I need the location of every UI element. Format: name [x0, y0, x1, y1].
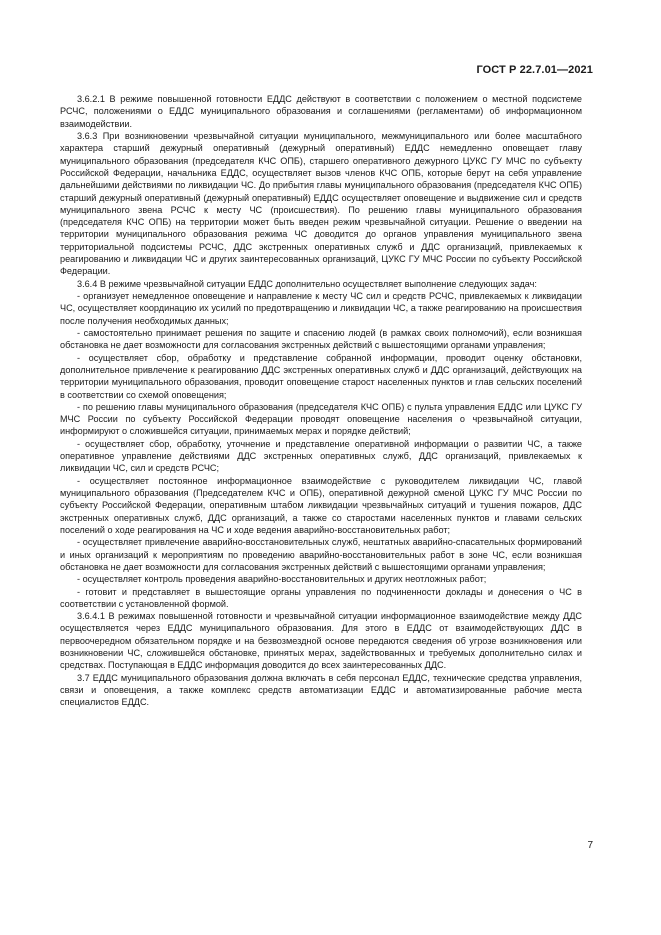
list-item: - осуществляет контроль проведения аварийно-восстановительных и других неотложных работ; — [77, 574, 487, 585]
list-item: - готовит и представляет в вышестоящие органы управления по подчиненности доклады и донесения о ЧС в соответствии с установленной формой. — [60, 586, 582, 609]
paragraph-3-6-3: 3.6.3 При возникновении чрезвычайной ситуации муниципального, межмуниципального или более масштабного характера старший дежурный оперативный (дежурный оперативный) ЕДДС немедленно оповещает главу муниципального образования (председателя КЧС ОПБ), старшего оперативного дежурного ЦУКС ГУ МЧС по субъекту Российской Федерации, начальника ЕДДС, осуществляет вызов членов КЧС ОПБ, которые берут на себя управление дальнейшими действиями по ликвидации ЧС. До прибытия главы муниципального образования (председателя КЧС ОПБ) старший дежурный оперативный (дежурный оперативный) ЕДДС осуществляет оповещение и выдвижение сил и средств муниципального звена РСЧС к месту ЧС (происшествия). По решению главы муниципального образования (председателя КЧС ОПБ) на территории может быть введен режим чрезвычайной ситуации. Решение о введении на территории муниципального образования режима ЧС доводится до органов управления муниципального звена территориальной подсистемы РСЧС, ДДС экстренных оперативных служб и ДДС организаций, привлекаемых к реагированию и ликвидации ЧС и других заинтересованных организаций, ЦУКС ГУ МЧС России по субъекту Российской Федерации. — [60, 130, 582, 277]
list-item: - по решению главы муниципального образования (председателя КЧС ОПБ) с пульта управления ЕДДС или ЦУКС ГУ МЧС России по субъекту Российской Федерации проводят оповещение населения о чрезвычайной ситуации, информируют о сложившейся ситуации, принимаемых мерах и порядке действий; — [60, 401, 582, 437]
paragraph-3-7: 3.7 ЕДДС муниципального образования должна включать в себя персонал ЕДДС, технические средства управления, связи и оповещения, а также комплекс средств автоматизации ЕДДС и автоматизированные рабочие места специалистов ЕДДС. — [60, 672, 582, 708]
paragraph-3-6-4-1: 3.6.4.1 В режимах повышенной готовности и чрезвычайной ситуации информационное взаимодействие между ДДС осуществляется через ЕДДС муниципального образования. Для этого в ЕДДС от взаимодействующих ДДС в первоочередном обязательном порядке и на безвозмездной основе передаются сведения об угрозе возникновения или возникновении ЧС, сложившейся обстановке, принятых мерах, задействованных и требуемых дополнительно силах и средствах. Поступающая в ЕДДС информация доводится до всех заинтересованных ДДС. — [60, 611, 582, 671]
paragraph-3-6-2-1: 3.6.2.1 В режиме повышенной готовности ЕДДС действуют в соответствии с положением о местной подсистеме РСЧС, положениями о ЕДДС муниципального образования и соглашениями (регламентами) об информационном взаимодействии. — [60, 94, 582, 129]
list-item: - самостоятельно принимает решения по защите и спасению людей (в рамках своих полномочий), если возникшая обстановка не дает возможности для согласования экстренных действий с вышестоящими органами управления; — [60, 327, 582, 351]
paragraph-3-6-4: 3.6.4 В режиме чрезвычайной ситуации ЕДДС дополнительно осуществляет выполнение следующих задач: — [77, 278, 537, 289]
list-item: - осуществляет привлечение аварийно-восстановительных служб, нештатных аварийно-спасательных формирований и иных организаций к мероприятиям по проведению аварийно-восстановительных работ в зоне ЧС, если возникшая обстановка не дает возможности для согласования экстренных действий с вышестоящими органами управления; — [60, 537, 582, 572]
document-body — [60, 93, 582, 709]
list-item: - организует немедленное оповещение и направление к месту ЧС сил и средств РСЧС, привлекаемых к ликвидации ЧС, осуществляет координацию их усилий по предотвращению и ликвидации ЧС, а также реагированию на происшествия после получения необходимых данных; — [60, 291, 582, 326]
list-item: - осуществляет сбор, обработку и представление собранной информации, проводит оценку обстановки, дополнительное привлечение к реагированию ДДС экстренных оперативных служб и ДДС организаций, действующих на территории муниципального образования, проводит оповещение старост населенных пунктов и глав сельских поселений в соответствии со схемой оповещения; — [60, 352, 582, 400]
page-number: 7 — [587, 840, 593, 851]
list-item: - осуществляет сбор, обработку, уточнение и представление оперативной информации о развитии ЧС, а также оперативное управление действиями ДДС экстренных оперативных служб, ДДС организаций, привлекаемых к ликвидации ЧС, сил и средств РСЧС; — [60, 438, 582, 474]
list-item: - осуществляет постоянное информационное взаимодействие с руководителем ликвидации ЧС, главой муниципального образования (Председателем КЧС и ОПБ), оперативной дежурной сменой ЦУКС ГУ МЧС России по субъекту Российской Федерации, оперативным штабом ликвидации чрезвычайных ситуаций и тушения пожаров, ДДС экстренных оперативных служб, ДДС организаций, а также со старостами населенных пунктов и главами сельских поселений о ходе реагирования на ЧС и ходе ведения аварийно-восстановительных работ; — [60, 475, 582, 535]
document-header: ГОСТ Р 22.7.01—2021 — [476, 64, 593, 76]
